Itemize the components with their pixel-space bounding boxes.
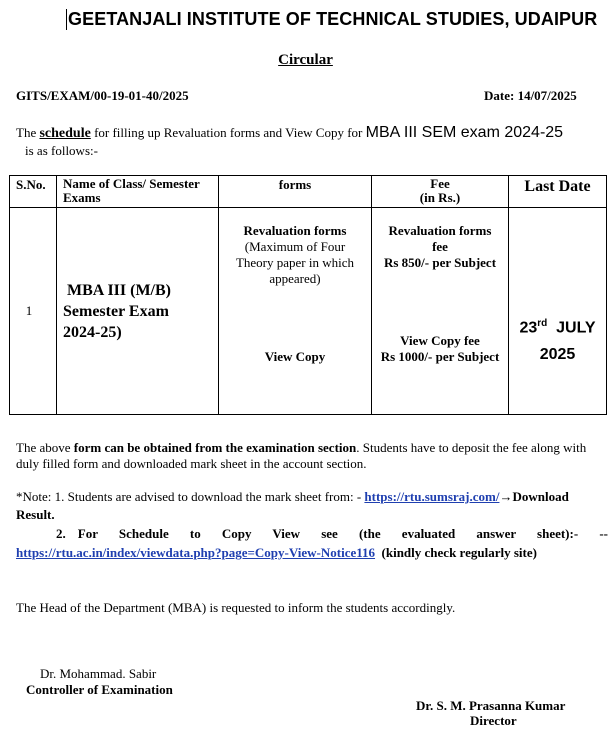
reference-number: GITS/EXAM/00-19-01-40/2025	[16, 88, 189, 103]
para1-part-c: . Students have to deposit the fee along with duly filled form and downloaded mark sheet in the account section.	[16, 440, 587, 471]
form-availability-paragraph	[16, 440, 606, 472]
note-2	[16, 524, 608, 562]
reval-fee-line-1: Revaluation forms	[388, 223, 492, 238]
note2-after: (kindly check regularly site)	[381, 545, 537, 560]
reval-form-title: Revaluation forms	[243, 223, 347, 238]
para1-part-b: form can be obtained from the examination section	[73, 440, 357, 455]
last-date-suffix: rd	[537, 317, 548, 329]
last-date-month: JULY	[556, 319, 596, 337]
header-last-date: Last Date	[509, 176, 607, 208]
view-fee-block	[372, 333, 508, 365]
schedule-table	[9, 175, 607, 415]
note2-text: For Schedule to Copy View see (the evaluated answer sheet):- --	[77, 526, 608, 541]
header-forms: forms	[219, 176, 372, 208]
header-class: Name of Class/ Semester Exams	[57, 176, 219, 208]
row-fee	[372, 208, 509, 415]
header-fee-label: Fee	[430, 176, 450, 191]
header-fee-unit: (in Rs.)	[419, 190, 461, 205]
reval-fee-line-3: Rs 850/- per Subject	[383, 255, 497, 270]
director-title: Director	[470, 713, 517, 728]
reval-form-desc: (Maximum of Four Theory paper in which appeared)	[235, 239, 355, 286]
last-date-line-1	[509, 310, 606, 341]
note1-label: *Note:	[16, 489, 52, 504]
intro-exam: MBA III SEM exam 2024-25	[365, 124, 564, 141]
row-class	[57, 208, 219, 415]
header-sno: S.No.	[10, 176, 57, 208]
reval-fee-line-2: fee	[432, 239, 448, 254]
controller-title: Controller of Examination	[26, 682, 173, 697]
last-date-day: 23	[519, 319, 538, 337]
view-fee-line-2: Rs 1000/- per Subject	[380, 349, 500, 364]
row-class-line-1: MBA III (M/B)	[67, 281, 171, 299]
intro-middle: for filling up Revaluation forms and View Copy for	[90, 125, 366, 140]
intro-line	[16, 123, 611, 143]
circular-heading: Circular	[278, 52, 333, 68]
note2-line-1	[16, 524, 608, 543]
note2-line-2	[16, 543, 608, 562]
director-name: Dr. S. M. Prasanna Kumar	[416, 698, 566, 713]
row-forms	[219, 208, 372, 415]
note1-text: 1. Students are advised to download the mark sheet from: -	[51, 489, 365, 504]
circular-date: Date: 14/07/2025	[484, 88, 577, 103]
arrow-icon: →	[499, 489, 513, 504]
row-class-line-2: Semester Exam	[63, 302, 169, 320]
intro-keyword: schedule	[39, 126, 91, 141]
intro-prefix: The	[16, 125, 40, 140]
institute-title: GEETANJALI INSTITUTE OF TECHNICAL STUDIES, UDAIPUR	[68, 9, 598, 29]
table-row	[10, 208, 607, 415]
view-fee-line-1: View Copy fee	[400, 333, 480, 348]
note-1	[16, 488, 608, 524]
note1-after: Download Result.	[16, 489, 569, 522]
note2-num: 2.	[56, 526, 66, 541]
para1-part-a: The above	[16, 440, 74, 455]
view-copy-label: View Copy	[264, 349, 326, 364]
reval-fee-block	[372, 223, 508, 271]
row-class-line-3: 2024-25)	[63, 323, 122, 341]
row-sno: 1	[10, 208, 57, 415]
intro-line-2: is as follows:-	[25, 143, 98, 158]
last-date-year: 2025	[539, 346, 576, 364]
row-last-date	[509, 208, 607, 415]
controller-name: Dr. Mohammad. Sabir	[40, 666, 157, 681]
table-header-row	[10, 176, 607, 208]
closing-paragraph: The Head of the Department (MBA) is requested to inform the students accordingly.	[16, 600, 456, 615]
header-fee	[372, 176, 509, 208]
copy-view-notice-link[interactable]: https://rtu.ac.in/index/viewdata.php?page=Copy-View-Notice116	[16, 545, 376, 560]
result-download-link[interactable]: https://rtu.sumsraj.com/	[364, 489, 500, 504]
